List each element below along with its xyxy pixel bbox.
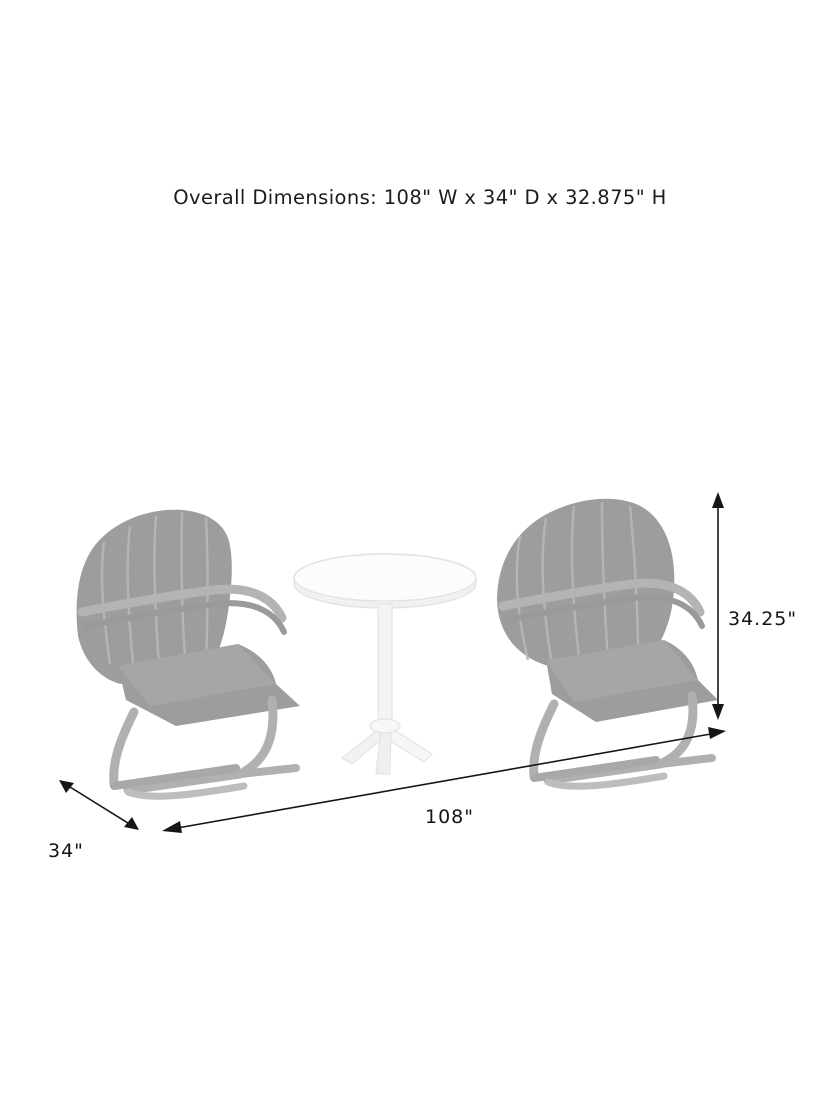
chair-right <box>497 499 718 787</box>
dimension-label-width: 108" <box>425 806 475 828</box>
table-center <box>294 554 476 774</box>
page-title: Overall Dimensions: 108" W x 34" D x 32.875" H <box>173 186 667 209</box>
chair-left <box>77 510 300 796</box>
dimension-label-depth: 34" <box>48 840 84 862</box>
dimension-label-height: 34.25" <box>728 608 798 630</box>
